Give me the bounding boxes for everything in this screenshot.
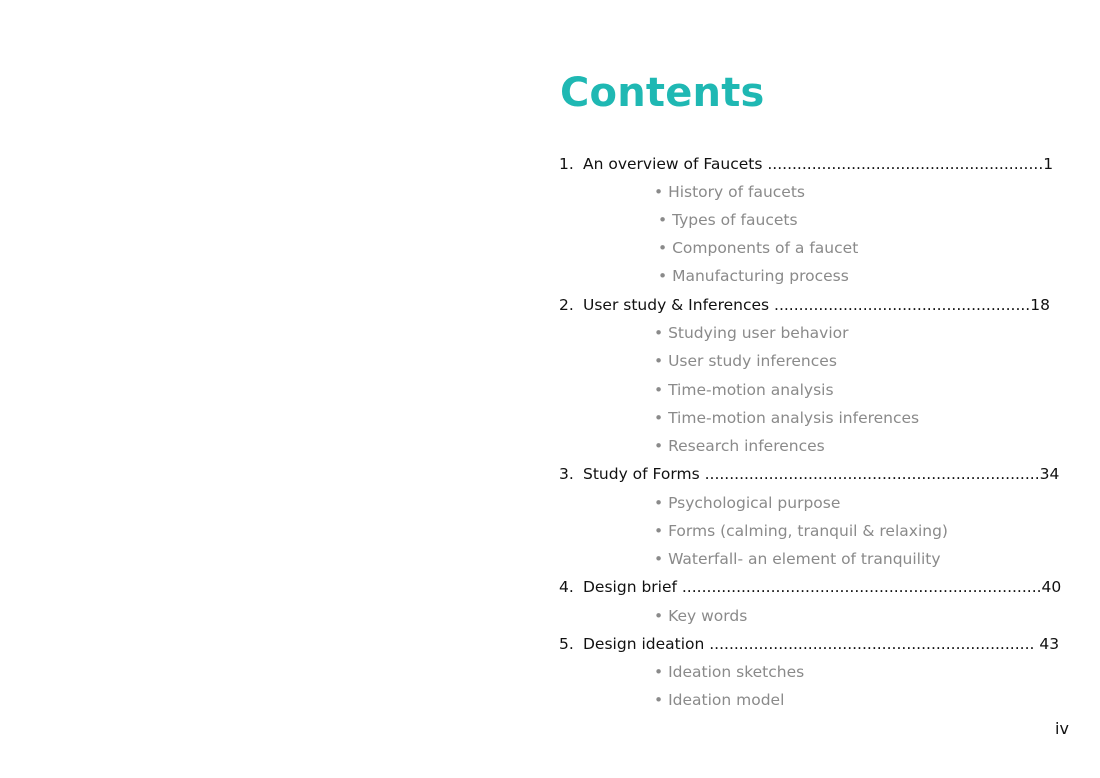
subsection-entry: • Research inferences (654, 437, 825, 455)
subsection-entry: • Waterfall- an element of tranquility (654, 550, 941, 568)
subsection-entry: • Time-motion analysis (654, 381, 834, 399)
chapter-number: 2. (559, 296, 574, 314)
subsection-entry: • Types of faucets (658, 211, 798, 229)
page-number: iv (1055, 719, 1069, 738)
chapter-number: 4. (559, 578, 574, 596)
subsection-entry: • Studying user behavior (654, 324, 849, 342)
chapter-entry: An overview of Faucets ........................................................1 (583, 155, 1054, 173)
subsection-entry: • Manufacturing process (658, 267, 849, 285)
chapter-entry: Design ideation .................................................................. 43 (583, 635, 1060, 653)
chapter-entry: Design brief .........................................................................40 (583, 578, 1062, 596)
chapter-entry: Study of Forms ....................................................................34 (583, 465, 1060, 483)
subsection-entry: • Ideation model (654, 691, 785, 709)
subsection-entry: • Components of a faucet (658, 239, 859, 257)
contents-title: Contents (560, 70, 765, 116)
subsection-entry: • Key words (654, 607, 748, 625)
chapter-number: 1. (559, 155, 574, 173)
subsection-entry: • Psychological purpose (654, 494, 841, 512)
chapter-number: 5. (559, 635, 574, 653)
subsection-entry: • Time-motion analysis inferences (654, 409, 920, 427)
chapter-number: 3. (559, 465, 574, 483)
subsection-entry: • Ideation sketches (654, 663, 805, 681)
subsection-entry: • History of faucets (654, 183, 805, 201)
subsection-entry: • User study inferences (654, 352, 837, 370)
chapter-entry: User study & Inferences ....................................................18 (583, 296, 1050, 314)
subsection-entry: • Forms (calming, tranquil & relaxing) (654, 522, 948, 540)
